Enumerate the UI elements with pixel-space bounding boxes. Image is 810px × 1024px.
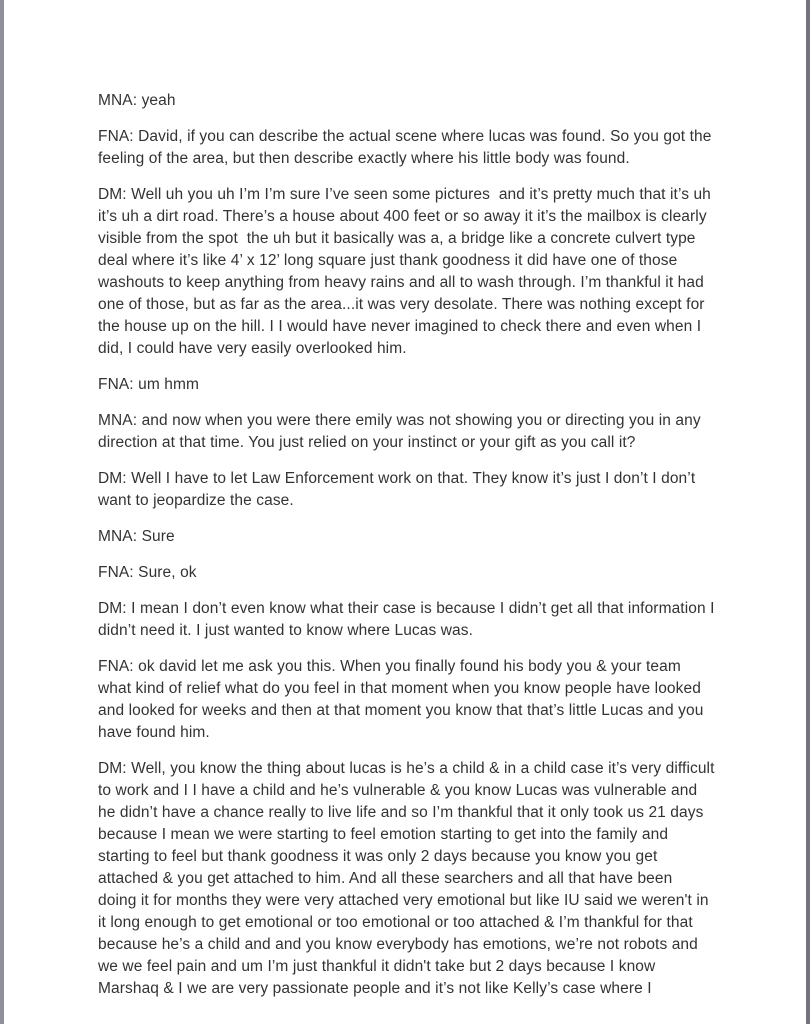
utterance-text: Well, you know the thing about lucas is he’s a child & in a child case it’s very difficult to work and I I have a child and he’s vulnerable & you know Lucas was vulnerable and he didn’t have a chance really to live life and so I’m thankful that it only took us 21 days because I mean we were starting to feel emotion starting to get into the family and starting to feel but thank goodness it was only 2 days because you know you get attached & you get attached to him. And all these searchers and all that have been doing it for months they were very attached very emotional but like IU said we weren't in it long enough to get emotional or too emotional or too attached & I’m thankful for that because he’s a child and and you know everybody has emotions, we’re not robots and we we feel pain and um I’m just thankful it didn't take but 2 days because I know Marshaq & I we are very passionate people and it’s not like Kelly’s case where I	[98, 760, 719, 997]
speaker-label: FNA:	[98, 376, 134, 393]
transcript-paragraph	[98, 126, 715, 170]
speaker-label: MNA:	[98, 92, 138, 109]
utterance-text: um hmm	[133, 376, 200, 393]
utterance-text: and now when you were there emily was not showing you or directing you in any direction at that time. You just relied on your instinct or your gift as you call it?	[98, 412, 706, 451]
speaker-label: DM:	[98, 470, 127, 487]
utterance-text: Sure	[137, 528, 175, 545]
transcript-paragraph	[98, 90, 715, 112]
speaker-label: FNA:	[98, 564, 134, 581]
transcript-paragraph	[98, 410, 715, 454]
utterance-text: yeah	[137, 92, 176, 109]
transcript-paragraph	[98, 562, 715, 584]
utterance-text: Sure, ok	[133, 564, 197, 581]
speaker-label: MNA:	[98, 412, 138, 429]
utterance-text: David, if you can describe the actual scene where lucas was found. So you got the feeling of the area, but then describe exactly where his little body was found.	[98, 128, 716, 167]
speaker-label: FNA:	[98, 128, 134, 145]
utterance-text: I mean I don’t even know what their case is because I didn’t get all that information I didn’t need it. I just wanted to know where Lucas was.	[98, 600, 719, 639]
transcript-body	[98, 90, 719, 1014]
speaker-label: DM:	[98, 760, 127, 777]
transcript-paragraph	[98, 526, 715, 548]
utterance-text: Well uh you uh I’m I’m sure I’ve seen some pictures and it’s pretty much that it’s uh it’s uh a dirt road. There’s a house about 400 feet or so away it it’s the mailbox is clearly visible from the spot the uh but it basically was a, a bridge like a concrete culvert type deal where it’s like 4’ x 12’ long square just thank goodness it did have one of those washouts to keep anything from heavy rains and all to wash through. I’m thankful it had one of those, but as far as the area...it was very desolate. There was nothing except for the house up on the hill. I I would have never imagined to check there and even when I did, I could have very easily overlooked him.	[98, 186, 716, 357]
utterance-text: Well I have to let Law Enforcement work on that. They know it’s just I don’t I don’t want to jeopardize the case.	[98, 470, 700, 509]
utterance-text: ok david let me ask you this. When you finally found his body you & your team what kind of relief what do you feel in that moment when you know people have looked and looked for weeks and then at that moment you know that that’s little Lucas and you have found him.	[98, 658, 708, 741]
speaker-label: FNA:	[98, 658, 134, 675]
transcript-paragraph	[98, 468, 715, 512]
speaker-label: DM:	[98, 186, 127, 203]
transcript-paragraph	[98, 374, 715, 396]
transcript-paragraph	[98, 598, 719, 642]
speaker-label: DM:	[98, 600, 127, 617]
transcript-paragraph	[98, 758, 719, 1000]
speaker-label: MNA:	[98, 528, 138, 545]
transcript-paragraph	[98, 184, 715, 360]
transcript-paragraph	[98, 656, 715, 744]
scan-edge-right	[806, 0, 810, 1024]
scan-edge-left	[0, 0, 4, 1024]
